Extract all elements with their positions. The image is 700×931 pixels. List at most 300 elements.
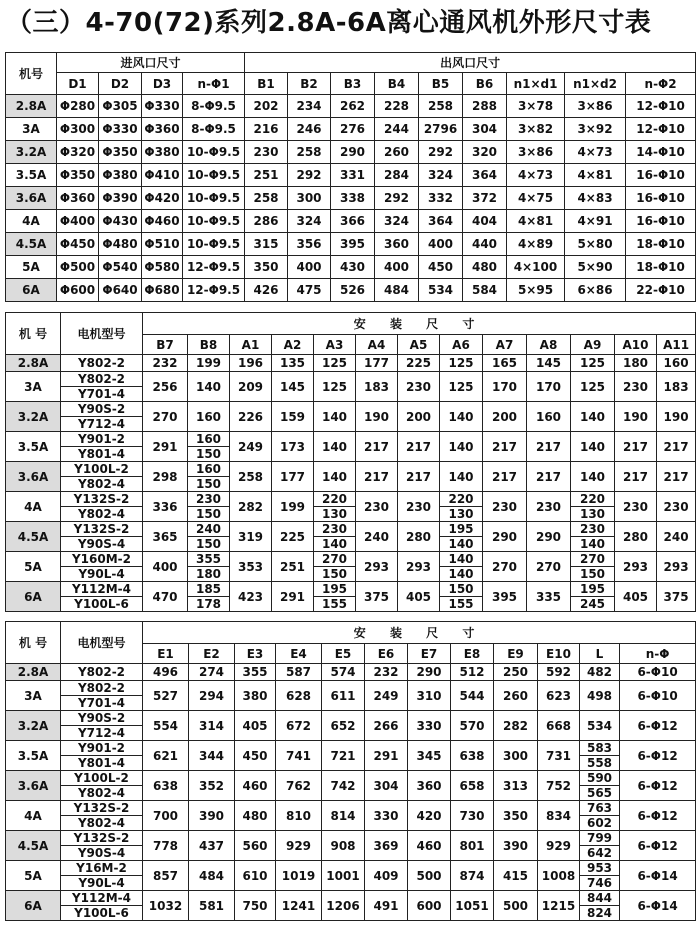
- value-cell: 731: [538, 741, 580, 771]
- table-row-sub: [6, 507, 696, 522]
- value-cell: 460: [235, 771, 276, 801]
- column-header: D2: [99, 73, 142, 95]
- model-cell: 6A: [6, 582, 61, 612]
- value-cell: 293: [356, 552, 398, 582]
- table-row: [6, 861, 696, 876]
- column-header: A2: [272, 335, 314, 355]
- table-row-sub: [6, 567, 696, 582]
- column-header: D1: [57, 73, 99, 95]
- model-cell: 4A: [6, 210, 57, 233]
- value-cell: Φ600: [57, 279, 99, 302]
- value-cell: 196: [230, 355, 272, 372]
- model-cell: 5A: [6, 861, 61, 891]
- value-cell: 190: [356, 402, 398, 432]
- value-cell: Φ390: [99, 187, 142, 210]
- value-cell: 140: [314, 462, 356, 492]
- value-cell: 294: [189, 681, 235, 711]
- value-cell: 700: [143, 801, 189, 831]
- value-cell: 587: [276, 664, 322, 681]
- value-cell: 300: [288, 187, 331, 210]
- value-cell: 251: [245, 164, 288, 187]
- value-cell: 395: [483, 582, 527, 612]
- model-cell: 2.8A: [6, 95, 57, 118]
- value-cell: 405: [615, 582, 657, 612]
- value-cell: 330: [408, 711, 451, 741]
- column-header: E10: [538, 644, 580, 664]
- value-cell: 249: [365, 681, 408, 711]
- value-cell: 350: [245, 256, 288, 279]
- value-cell: 217: [356, 462, 398, 492]
- value-cell: 190: [657, 402, 696, 432]
- value-cell: 276: [331, 118, 375, 141]
- value-cell: 450: [419, 256, 463, 279]
- value-cell: 526: [331, 279, 375, 302]
- value-cell: 330: [365, 801, 408, 831]
- value-cell: 284: [375, 164, 419, 187]
- value-cell: 409: [365, 861, 408, 891]
- value-cell: Φ430: [99, 210, 142, 233]
- column-header: E5: [322, 644, 365, 664]
- model-cell: 2.8A: [6, 355, 61, 372]
- inlet-outlet-table: [5, 52, 696, 302]
- motor-cell: Y802-4: [61, 816, 143, 831]
- table-row: [6, 402, 696, 417]
- motor-cell: Y132S-2: [61, 492, 143, 507]
- value-cell: 177: [272, 462, 314, 492]
- column-header: A7: [483, 335, 527, 355]
- value-cell: 282: [494, 711, 538, 741]
- value-cell: 282: [230, 492, 272, 522]
- value-cell: 440: [463, 233, 507, 256]
- value-cell: 4×75: [507, 187, 565, 210]
- value-cell: 195: [440, 522, 483, 537]
- value-cell: 420: [408, 801, 451, 831]
- column-header: B8: [188, 335, 230, 355]
- motor-cell: Y100L-6: [61, 597, 143, 612]
- value-cell: 437: [189, 831, 235, 861]
- value-cell: 178: [188, 597, 230, 612]
- value-cell: 360: [408, 771, 451, 801]
- holes-cell: 6-Φ12: [620, 801, 696, 831]
- header-row: [6, 313, 696, 335]
- length-cell: 953: [580, 861, 620, 876]
- header-outlet: 出风口尺寸: [245, 53, 696, 73]
- value-cell: 140: [314, 537, 356, 552]
- table-row: [6, 118, 696, 141]
- column-header: B4: [375, 73, 419, 95]
- column-header: E1: [143, 644, 189, 664]
- value-cell: 320: [463, 141, 507, 164]
- motor-cell: Y90S-2: [61, 711, 143, 726]
- value-cell: 4×81: [507, 210, 565, 233]
- table-row: [6, 681, 696, 696]
- column-header: E7: [408, 644, 451, 664]
- motor-cell: Y112M-4: [61, 891, 143, 906]
- value-cell: 623: [538, 681, 580, 711]
- value-cell: 336: [143, 492, 188, 522]
- motor-cell: Y901-2: [61, 432, 143, 447]
- value-cell: 291: [143, 432, 188, 462]
- value-cell: 356: [288, 233, 331, 256]
- value-cell: 426: [245, 279, 288, 302]
- value-cell: Φ350: [57, 164, 99, 187]
- value-cell: 140: [314, 402, 356, 432]
- header-model: 机 号: [6, 622, 61, 664]
- motor-cell: Y90L-4: [61, 876, 143, 891]
- value-cell: 240: [356, 522, 398, 552]
- table-row-sub: [6, 597, 696, 612]
- value-cell: 8-Φ9.5: [183, 118, 245, 141]
- value-cell: 274: [189, 664, 235, 681]
- motor-cell: Y100L-2: [61, 462, 143, 477]
- value-cell: 355: [235, 664, 276, 681]
- value-cell: 12-Φ9.5: [183, 256, 245, 279]
- value-cell: 801: [451, 831, 494, 861]
- value-cell: 160: [527, 402, 571, 432]
- value-cell: Φ460: [142, 210, 183, 233]
- model-cell: 5A: [6, 552, 61, 582]
- value-cell: 554: [143, 711, 189, 741]
- holes-cell: 6-Φ12: [620, 741, 696, 771]
- value-cell: 610: [235, 861, 276, 891]
- motor-cell: Y132S-2: [61, 801, 143, 816]
- table-row: [6, 831, 696, 846]
- value-cell: 658: [451, 771, 494, 801]
- model-cell: 3.5A: [6, 741, 61, 771]
- value-cell: Φ360: [142, 118, 183, 141]
- value-cell: 721: [322, 741, 365, 771]
- value-cell: 270: [527, 552, 571, 582]
- value-cell: 324: [375, 210, 419, 233]
- value-cell: Φ410: [142, 164, 183, 187]
- value-cell: 778: [143, 831, 189, 861]
- table-row: [6, 372, 696, 387]
- value-cell: Φ360: [57, 187, 99, 210]
- value-cell: 199: [188, 355, 230, 372]
- column-header: E2: [189, 644, 235, 664]
- value-cell: 170: [483, 372, 527, 402]
- value-cell: Φ320: [57, 141, 99, 164]
- value-cell: 160: [657, 355, 696, 372]
- motor-cell: Y160M-2: [61, 552, 143, 567]
- value-cell: 611: [322, 681, 365, 711]
- table-row: [6, 522, 696, 537]
- column-header: E6: [365, 644, 408, 664]
- table-row: [6, 95, 696, 118]
- value-cell: 810: [276, 801, 322, 831]
- value-cell: 200: [483, 402, 527, 432]
- motor-cell: Y802-4: [61, 477, 143, 492]
- column-header: B2: [288, 73, 331, 95]
- value-cell: 405: [235, 711, 276, 741]
- value-cell: 324: [419, 164, 463, 187]
- value-cell: 390: [494, 831, 538, 861]
- value-cell: 266: [365, 711, 408, 741]
- value-cell: 170: [527, 372, 571, 402]
- motor-cell: Y802-2: [61, 355, 143, 372]
- value-cell: 290: [408, 664, 451, 681]
- value-cell: 258: [419, 95, 463, 118]
- column-header: n-Φ1: [183, 73, 245, 95]
- value-cell: 225: [398, 355, 440, 372]
- model-cell: 4.5A: [6, 522, 61, 552]
- column-header: B1: [245, 73, 288, 95]
- value-cell: 135: [272, 355, 314, 372]
- value-cell: 230: [657, 492, 696, 522]
- value-cell: 217: [527, 462, 571, 492]
- value-cell: 246: [288, 118, 331, 141]
- value-cell: 668: [538, 711, 580, 741]
- value-cell: Φ380: [142, 141, 183, 164]
- value-cell: 512: [451, 664, 494, 681]
- value-cell: 1019: [276, 861, 322, 891]
- value-cell: 251: [272, 552, 314, 582]
- value-cell: 22-Φ10: [626, 279, 696, 302]
- value-cell: 217: [483, 432, 527, 462]
- value-cell: 405: [398, 582, 440, 612]
- value-cell: 372: [463, 187, 507, 210]
- value-cell: 4×83: [565, 187, 626, 210]
- value-cell: 202: [245, 95, 288, 118]
- value-cell: 230: [245, 141, 288, 164]
- column-header: L: [580, 644, 620, 664]
- value-cell: 140: [571, 402, 615, 432]
- value-cell: Φ580: [142, 256, 183, 279]
- motor-cell: Y712-4: [61, 726, 143, 741]
- motor-cell: Y90S-4: [61, 846, 143, 861]
- value-cell: 581: [189, 891, 235, 921]
- length-cell: 763: [580, 801, 620, 816]
- value-cell: 140: [440, 462, 483, 492]
- value-cell: 130: [440, 507, 483, 522]
- value-cell: 270: [314, 552, 356, 567]
- table-row: [6, 771, 696, 786]
- value-cell: Φ500: [57, 256, 99, 279]
- motor-cell: Y701-4: [61, 387, 143, 402]
- table-row: [6, 891, 696, 906]
- table-row: [6, 582, 696, 597]
- value-cell: 364: [419, 210, 463, 233]
- value-cell: Φ420: [142, 187, 183, 210]
- value-cell: 173: [272, 432, 314, 462]
- value-cell: 180: [188, 567, 230, 582]
- value-cell: 304: [463, 118, 507, 141]
- value-cell: 155: [314, 597, 356, 612]
- model-cell: 3.6A: [6, 462, 61, 492]
- length-cell: 799: [580, 831, 620, 846]
- value-cell: 344: [189, 741, 235, 771]
- value-cell: 145: [527, 355, 571, 372]
- value-cell: 150: [314, 567, 356, 582]
- value-cell: 3×86: [565, 95, 626, 118]
- column-header: A6: [440, 335, 483, 355]
- column-header: A4: [356, 335, 398, 355]
- length-cell: 534: [580, 711, 620, 741]
- value-cell: 292: [419, 141, 463, 164]
- motor-cell: Y112M-4: [61, 582, 143, 597]
- value-cell: 228: [375, 95, 419, 118]
- value-cell: 291: [272, 582, 314, 612]
- value-cell: 500: [494, 891, 538, 921]
- value-cell: 249: [230, 432, 272, 462]
- value-cell: Φ300: [57, 118, 99, 141]
- model-cell: 3.2A: [6, 711, 61, 741]
- value-cell: 217: [657, 432, 696, 462]
- value-cell: 324: [288, 210, 331, 233]
- column-header: E3: [235, 644, 276, 664]
- value-cell: 4×89: [507, 233, 565, 256]
- value-cell: 159: [272, 402, 314, 432]
- value-cell: 177: [356, 355, 398, 372]
- value-cell: 1051: [451, 891, 494, 921]
- value-cell: 14-Φ10: [626, 141, 696, 164]
- value-cell: 352: [189, 771, 235, 801]
- column-header: A1: [230, 335, 272, 355]
- column-header: A8: [527, 335, 571, 355]
- value-cell: 230: [314, 522, 356, 537]
- value-cell: 288: [463, 95, 507, 118]
- length-cell: 602: [580, 816, 620, 831]
- value-cell: 183: [356, 372, 398, 402]
- value-cell: 258: [230, 462, 272, 492]
- value-cell: 232: [143, 355, 188, 372]
- value-cell: 140: [440, 552, 483, 567]
- value-cell: 929: [538, 831, 580, 861]
- value-cell: 217: [615, 462, 657, 492]
- column-header: A11: [657, 335, 696, 355]
- value-cell: 240: [657, 522, 696, 552]
- value-cell: 1206: [322, 891, 365, 921]
- column-header: E8: [451, 644, 494, 664]
- value-cell: 150: [571, 567, 615, 582]
- value-cell: 226: [230, 402, 272, 432]
- value-cell: 292: [375, 187, 419, 210]
- motor-cell: Y802-2: [61, 664, 143, 681]
- value-cell: 258: [245, 187, 288, 210]
- value-cell: 293: [615, 552, 657, 582]
- column-header: n-Φ2: [626, 73, 696, 95]
- value-cell: 270: [483, 552, 527, 582]
- motor-cell: Y801-4: [61, 447, 143, 462]
- column-header: B6: [463, 73, 507, 95]
- value-cell: 353: [230, 552, 272, 582]
- table-row: [6, 492, 696, 507]
- value-cell: 220: [314, 492, 356, 507]
- value-cell: 150: [188, 477, 230, 492]
- value-cell: 450: [235, 741, 276, 771]
- value-cell: 130: [314, 507, 356, 522]
- value-cell: 150: [188, 507, 230, 522]
- table-row: [6, 355, 696, 372]
- model-cell: 3.5A: [6, 164, 57, 187]
- value-cell: 3×78: [507, 95, 565, 118]
- model-cell: 4.5A: [6, 831, 61, 861]
- column-header: D3: [142, 73, 183, 95]
- value-cell: 270: [143, 402, 188, 432]
- model-cell: 4A: [6, 492, 61, 522]
- value-cell: 258: [288, 141, 331, 164]
- value-cell: 4×73: [507, 164, 565, 187]
- value-cell: 470: [143, 582, 188, 612]
- value-cell: 10-Φ9.5: [183, 187, 245, 210]
- value-cell: 3×92: [565, 118, 626, 141]
- value-cell: 160: [188, 432, 230, 447]
- motor-cell: Y132S-2: [61, 522, 143, 537]
- motor-cell: Y802-2: [61, 681, 143, 696]
- value-cell: 1008: [538, 861, 580, 891]
- value-cell: 10-Φ9.5: [183, 233, 245, 256]
- table-row: [6, 552, 696, 567]
- holes-cell: 6-Φ14: [620, 861, 696, 891]
- value-cell: 874: [451, 861, 494, 891]
- value-cell: 292: [288, 164, 331, 187]
- value-cell: 217: [657, 462, 696, 492]
- value-cell: 360: [375, 233, 419, 256]
- value-cell: 125: [571, 372, 615, 402]
- motor-cell: Y90L-4: [61, 567, 143, 582]
- value-cell: 574: [322, 664, 365, 681]
- value-cell: 742: [322, 771, 365, 801]
- value-cell: 290: [483, 522, 527, 552]
- value-cell: 293: [657, 552, 696, 582]
- value-cell: 230: [615, 492, 657, 522]
- value-cell: 130: [571, 507, 615, 522]
- motor-cell: Y712-4: [61, 417, 143, 432]
- value-cell: 140: [440, 567, 483, 582]
- table-row: [6, 741, 696, 756]
- value-cell: 834: [538, 801, 580, 831]
- value-cell: 1001: [322, 861, 365, 891]
- value-cell: 315: [245, 233, 288, 256]
- value-cell: 491: [365, 891, 408, 921]
- value-cell: 150: [188, 537, 230, 552]
- value-cell: Φ480: [99, 233, 142, 256]
- column-header: n-Φ: [620, 644, 696, 664]
- value-cell: 584: [463, 279, 507, 302]
- value-cell: Φ380: [99, 164, 142, 187]
- value-cell: 338: [331, 187, 375, 210]
- value-cell: 140: [440, 537, 483, 552]
- value-cell: 185: [188, 582, 230, 597]
- header-motor: 电机型号: [61, 313, 143, 355]
- header-row: [6, 53, 696, 73]
- value-cell: 1215: [538, 891, 580, 921]
- value-cell: 1032: [143, 891, 189, 921]
- install-dims-table-a: [5, 312, 696, 612]
- value-cell: 150: [188, 447, 230, 462]
- value-cell: 364: [463, 164, 507, 187]
- value-cell: 160: [188, 462, 230, 477]
- value-cell: 217: [398, 462, 440, 492]
- value-cell: 125: [314, 355, 356, 372]
- value-cell: 460: [408, 831, 451, 861]
- value-cell: 355: [188, 552, 230, 567]
- table-row: [6, 279, 696, 302]
- value-cell: 217: [398, 432, 440, 462]
- value-cell: 369: [365, 831, 408, 861]
- value-cell: 290: [331, 141, 375, 164]
- holes-cell: 6-Φ12: [620, 711, 696, 741]
- table-row: [6, 210, 696, 233]
- value-cell: 140: [571, 462, 615, 492]
- value-cell: 400: [375, 256, 419, 279]
- value-cell: 415: [494, 861, 538, 891]
- value-cell: 165: [483, 355, 527, 372]
- column-header: A5: [398, 335, 440, 355]
- motor-cell: Y90S-4: [61, 537, 143, 552]
- value-cell: 475: [288, 279, 331, 302]
- value-cell: 155: [440, 597, 483, 612]
